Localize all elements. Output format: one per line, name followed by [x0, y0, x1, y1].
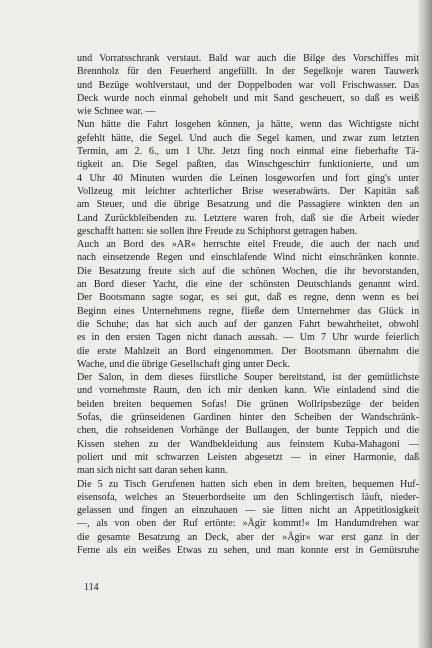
text-line: gelassen und fingen an einzuhauen — sie litten nicht an Appetitlosigkeit — [77, 505, 419, 517]
text-line: Land Zurückbleibenden zu. Letztere waren froh, daß sie die Arbeit wieder — [77, 212, 419, 224]
text-line: am Steuer, und die übrige Besatzung und die Passagiere winkten den an — [77, 199, 419, 211]
page-number: 114 — [84, 582, 99, 593]
text-line: Sofas, die grünseidenen Gardinen hinter den Scheiben der Wandschränk- — [77, 412, 419, 424]
text-line: Die 5 zu Tisch Gerufenen hatten sich eben in dem breiten, bequemen Huf- — [77, 478, 419, 490]
text-line: Der Salon, in dem dieses fürstliche Souper bereitstand, ist der gemütlichste — [77, 372, 419, 384]
text-line: eisensofa, welches an Steuerbordseite um den Schlingertisch läuft, nieder- — [77, 491, 419, 503]
text-line: Brennholz für den Feuerherd angefüllt. In der Segelkoje waren Tauwerk — [77, 66, 419, 78]
page-edge-shadow — [418, 0, 432, 648]
text-line: chen, die rohseidenen Vorhänge der Bullaugen, der bunte Teppich und die — [77, 425, 419, 437]
text-line: nach einsetzende Regen und einschlafende Wind nicht einschränken konnte. — [77, 252, 419, 264]
text-line: Deck wurde noch einmal gehobelt und mit Sand gescheuert, so daß es weiß — [77, 92, 419, 104]
text-line: Die Besatzung freute sich auf die schönen Wochen, die ihr bevorstanden, — [77, 265, 419, 277]
text-line: wie Schnee war. — — [77, 106, 156, 118]
text-line: poliert und mit schwarzen Leisten abgesetzt — in einer Harmonie, daß — [77, 451, 419, 463]
text-line: Beginn eines Unternehmens regne, fließe dem Unternehmer das Glück in — [77, 305, 419, 317]
text-line: und vornehmste Raum, den ich mir denken kann. Wie einladend sind die — [77, 385, 419, 397]
text-line: Vollzeug mit leichter achterlicher Brise weserabwärts. Der Kapitän saß — [77, 185, 419, 197]
text-line: und Bezüge wohlverstaut, und der Doppelboden war voll Frischwasser. Das — [77, 79, 419, 91]
text-line: an Bord dieser Yacht, die eine der schönsten Deutschlands genannt wird. — [77, 279, 419, 291]
text-line: und Vorratsschrank verstaut. Bald war auch die Bilge des Vorschiffes mit — [77, 53, 419, 64]
body-text — [77, 52, 419, 557]
text-line: die Schuhe; das hat sich auch auf der ganzen Fahrt bewahrheitet, obwohl — [77, 318, 419, 330]
text-line: Ferne als ein weißes Etwas zu sehen, und man konnte erst in Gemütsruhe — [77, 544, 419, 556]
text-line: Der Bootsmann sagte sogar, es sei gut, daß es regne, denn wenn es bei — [77, 292, 419, 304]
text-line: Wache, und die übrige Gesellschaft ging unter Deck. — [77, 358, 291, 370]
text-line: Kissen stehen zu der Wandbekleidung aus feinstem Kuba-Mahagoni — — [77, 438, 419, 450]
text-line: gefehlt hätte, die Segel. Und auch die Segel kamen, und zwar zum letzten — [77, 132, 419, 144]
text-line: Nun hätte die Fahrt losgehen können, ja hätte, wenn das Wichtigste nicht — [77, 119, 419, 131]
text-line: Auch an Bord des »AR« herrschte eitel Freude, die auch der nach und — [77, 239, 419, 251]
text-line: man sich nicht satt daran sehen kann. — [77, 465, 228, 477]
text-line: 4 Uhr 40 Minuten wurden die Leinen losgeworfen und fort ging's unter — [77, 172, 419, 184]
text-line: es in den ersten Tagen nicht danach aussah. — Um 7 Uhr wurde feierlich — [77, 332, 419, 344]
text-line: Termin, am 2. 6., um 1 Uhr. Jetzt fing noch einmal eine fieberhafte Tä- — [77, 146, 419, 158]
text-line: —, als von oben der Ruf ertönte: »Ägir kommt!« Im Handumdrehen war — [77, 518, 419, 530]
text-line: beiden breiten bequemen Sofas! Die grünen Wollripsbezüge der beiden — [77, 398, 419, 410]
text-line: geschafft hatten: sie sollen ihre Freude zu Schiphorst getragen haben. — [77, 225, 358, 237]
text-line: die gesamte Besatzung an Deck, aber der »Ägir« war erst ganz in der — [77, 531, 419, 543]
text-line: tigkeit an. Die Segel paßten, das Winschgeschirr funktionierte, und um — [77, 159, 419, 171]
text-line: die erste Mahlzeit an Bord eingenommen. Der Bootsmann übernahm die — [77, 345, 419, 357]
